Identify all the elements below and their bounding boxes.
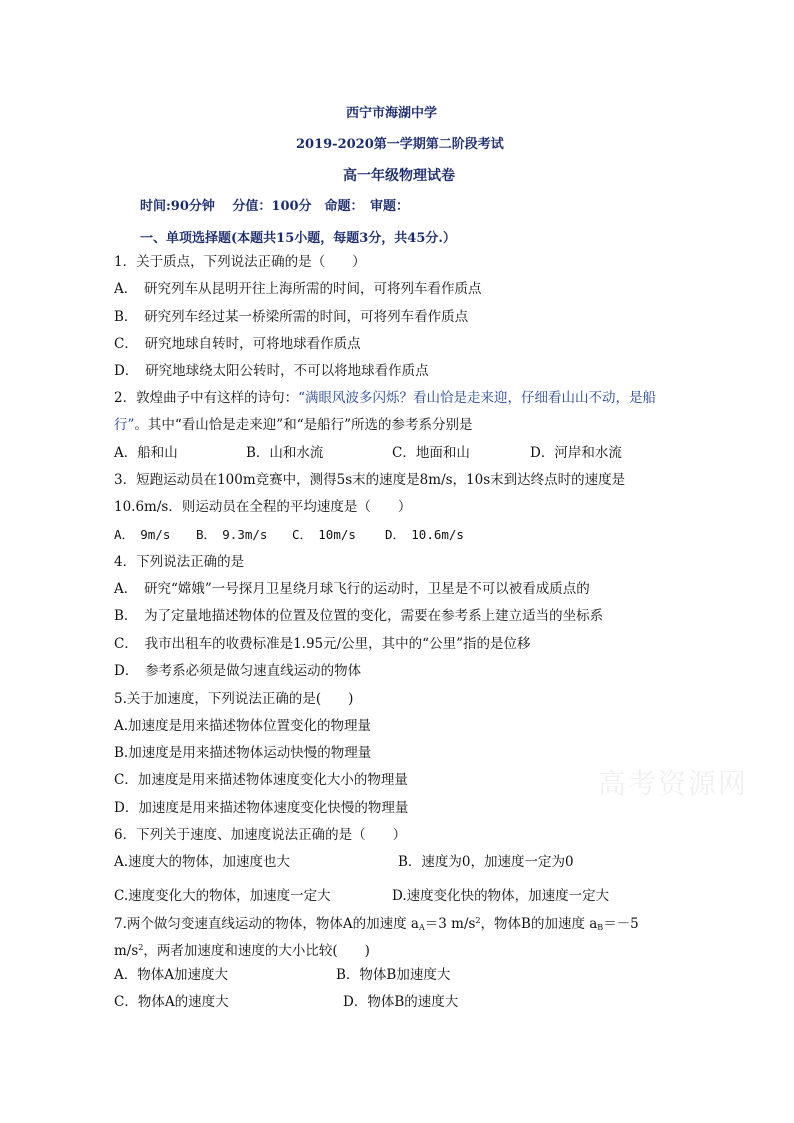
subject-title: 高一年级物理试卷 — [343, 168, 455, 184]
q2-option-c: C．地面和山 — [392, 445, 470, 461]
q1-option-a: A． 研究列车从昆明开往上海所需的时间，可将列车看作质点 — [114, 281, 482, 297]
q5-option-a: A.加速度是用来描述物体位置变化的物理量 — [114, 718, 372, 734]
q1-option-b: B． 研究列车经过某一桥梁所需的时间，可将列车看作质点 — [114, 309, 469, 325]
q3-option-c: C． 10m/s — [292, 527, 356, 542]
q4-option-c: C． 我市出租车的收费标准是1.95元/公里，其中的“公里”指的是位移 — [114, 636, 531, 652]
q7-text-4: ＝－5 — [603, 916, 639, 932]
q3-option-b: B． 9.3m/s — [196, 527, 268, 542]
q4-option-a: A． 研究“嫦娥”一号探月卫星绕月球飞行的运动时，卫星是不可以被看成质点的 — [114, 581, 590, 597]
q7-sup-1: 2 — [475, 916, 481, 925]
q6-stem: 6．下列关于速度、加速度说法正确的是（ ） — [114, 827, 407, 843]
q6-option-d: D.速度变化快的物体，加速度一定大 — [392, 888, 610, 904]
q7-text-5: m/s — [114, 943, 139, 959]
q7-sub-a: A — [418, 923, 425, 932]
q2-poem-line1: “满眼风波多闪烁？看山恰是走来迎，仔细看山山不动，是船 — [298, 390, 656, 406]
q7-text-6: ，两者加速度和速度的大小比较( ) — [143, 943, 370, 959]
q5-stem: 5.关于加速度，下列说法正确的是( ) — [114, 691, 354, 707]
q5-option-b: B.加速度是用来描述物体运动快慢的物理量 — [114, 745, 372, 761]
q2-poem-line2: 行” — [114, 417, 135, 433]
q5-option-d: D．加速度是用来描述物体速度变化快慢的物理量 — [114, 800, 409, 816]
q7-text-1: 7.两个做匀变速直线运动的物体，物体A的加速度 a — [114, 916, 419, 932]
q4-stem: 4．下列说法正确的是 — [114, 554, 245, 570]
q7-sub-b: B — [597, 923, 604, 932]
q2-option-b: B．山和水流 — [246, 445, 324, 461]
q2-stem-post: 。其中“看山恰是走来迎”和“是船行”所选的参考系分别是 — [134, 417, 473, 433]
watermark-text: 高考资源网 — [598, 767, 749, 800]
q2-stem-pre: 2．敦煌曲子中有这样的诗句： — [114, 390, 299, 406]
q2-option-d: D．河岸和水流 — [530, 445, 622, 461]
q6-option-b: B．速度为0，加速度一定为0 — [398, 854, 574, 870]
q7-text-2: ＝3 m/s — [424, 916, 476, 932]
q2-stem-line1 — [114, 389, 656, 407]
q2-stem-line2 — [114, 416, 473, 434]
q3-stem-line1: 3．短跑运动员在100m竞赛中，测得5s末的速度是8m/s，10s末到达终点时的速度是 — [114, 472, 626, 488]
q7-sup-2: 2 — [138, 943, 144, 952]
q6-option-c: C.速度变化大的物体，加速度一定大 — [114, 888, 331, 904]
school-name: 西宁市海湖中学 — [346, 106, 438, 121]
q4-option-d: D． 参考系必须是做匀速直线运动的物体 — [114, 663, 362, 679]
q6-option-a: A.速度大的物体，加速度也大 — [114, 854, 291, 870]
q7-option-c: C．物体A的速度大 — [114, 994, 229, 1010]
q7-stem-line2 — [114, 939, 370, 960]
q7-text-3: ，物体B的加速度 a — [480, 916, 598, 932]
q7-option-d: D．物体B的速度大 — [343, 994, 459, 1010]
q3-stem-line2: 10.6m/s．则运动员在全程的平均速度是（ ） — [114, 499, 412, 515]
exam-info: 时间:90分钟 分值：100分 命题： 审题： — [140, 199, 410, 214]
q1-stem: 1．关于质点，下列说法正确的是（ ） — [114, 254, 366, 270]
exam-title: 2019-2020第一学期第二阶段考试 — [296, 137, 504, 152]
q7-option-b: B．物体B加速度大 — [336, 967, 451, 983]
q1-option-d: D． 研究地球绕太阳公转时，不可以将地球看作质点 — [114, 363, 429, 379]
section-heading: 一、单项选择题(本题共15小题，每题3分，共45分.） — [140, 231, 456, 246]
q2-option-a: A．船和山 — [114, 445, 178, 461]
q3-option-a: A． 9m/s — [114, 527, 171, 542]
q7-stem-line1 — [114, 912, 639, 937]
q5-option-c: C．加速度是用来描述物体速度变化大小的物理量 — [114, 772, 408, 788]
q4-option-b: B． 为了定量地描述物体的位置及位置的变化，需要在参考系上建立适当的坐标系 — [114, 608, 604, 624]
q3-option-d: D． 10.6m/s — [385, 527, 464, 542]
q1-option-c: C． 研究地球自转时，可将地球看作质点 — [114, 336, 361, 352]
q7-option-a: A．物体A加速度大 — [114, 967, 228, 983]
